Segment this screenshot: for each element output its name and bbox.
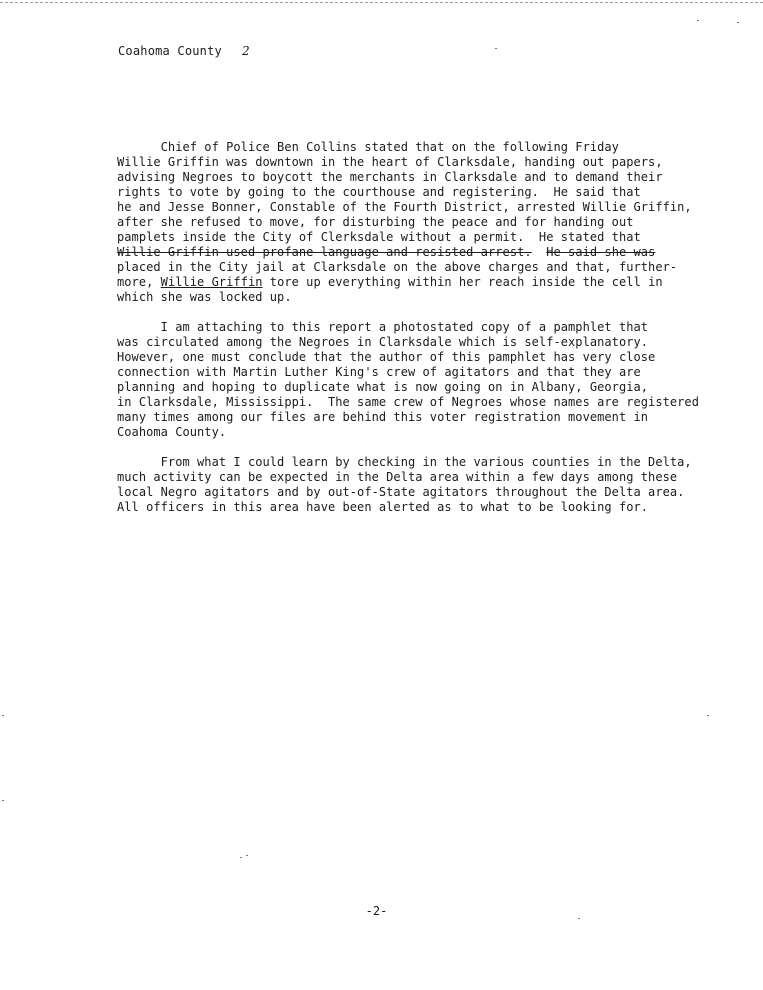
struck-sentence: Willie Griffin used profane language and resisted arrest. bbox=[117, 245, 532, 259]
top-edge-rule bbox=[0, 2, 763, 3]
text-line: connection with Martin Luther King's crew of agitators and that they are bbox=[117, 365, 641, 379]
text-line: Chief of Police Ben Collins stated that on the following Friday bbox=[117, 140, 619, 154]
text-line: he and Jesse Bonner, Constable of the Fourth District, arrested Willie Griffin, bbox=[117, 200, 692, 214]
paragraph-1 bbox=[117, 140, 727, 305]
line-end: tore up everything within her reach inside the cell in bbox=[262, 275, 663, 289]
text-line: was circulated among the Negroes in Clarksdale which is self-explanatory. bbox=[117, 335, 649, 349]
text-line: planning and hoping to duplicate what is now going on in Albany, Georgia, bbox=[117, 380, 649, 394]
struck-tail: He said she was bbox=[546, 245, 656, 259]
underlined-name: Willie Griffin bbox=[160, 275, 263, 289]
text-line: rights to vote by going to the courthouse and registering. He said that bbox=[117, 185, 641, 199]
text-line: which she was locked up. bbox=[117, 290, 292, 304]
handwritten-page-mark: 2 bbox=[241, 44, 250, 58]
text-line: I am attaching to this report a photostated copy of a pamphlet that bbox=[117, 320, 649, 334]
paragraph-3 bbox=[117, 455, 727, 515]
text-line: advising Negroes to boycott the merchants in Clarksdale and to demand their bbox=[117, 170, 663, 184]
text-line: in Clarksdale, Mississippi. The same crew of Negroes whose names are registered bbox=[117, 395, 699, 409]
scan-speck bbox=[240, 857, 242, 858]
scan-speck bbox=[246, 855, 248, 856]
struck-text-line bbox=[117, 245, 727, 260]
report-body bbox=[117, 140, 727, 530]
scan-speck bbox=[707, 715, 709, 716]
scan-speck bbox=[578, 918, 580, 919]
page-header bbox=[118, 44, 250, 58]
underlined-text-line bbox=[117, 275, 727, 290]
text-line: All officers in this area have been alerted as to what to be looking for. bbox=[117, 500, 649, 514]
paragraph-2 bbox=[117, 320, 727, 440]
scan-speck bbox=[2, 715, 4, 716]
text-line: many times among our files are behind this voter registration movement in bbox=[117, 410, 649, 424]
text-line: Willie Griffin was downtown in the heart of Clarksdale, handing out papers, bbox=[117, 155, 663, 169]
county-heading: Coahoma County bbox=[118, 44, 222, 58]
text-line: pamplets inside the City of Clerksdale without a permit. He stated that bbox=[117, 230, 641, 244]
text-line: From what I could learn by checking in the various counties in the Delta, bbox=[117, 455, 692, 469]
scan-speck bbox=[697, 20, 699, 21]
scan-speck bbox=[2, 800, 4, 801]
text-line: However, one must conclude that the author of this pamphlet has very close bbox=[117, 350, 656, 364]
scan-speck bbox=[495, 48, 497, 49]
scan-speck bbox=[737, 22, 739, 23]
page-number: -2- bbox=[365, 904, 388, 918]
text-line: placed in the City jail at Clarksdale on the above charges and that, further- bbox=[117, 260, 678, 274]
text-line: Coahoma County. bbox=[117, 425, 227, 439]
text-line: local Negro agitators and by out-of-State agitators throughout the Delta area. bbox=[117, 485, 685, 499]
text-line: much activity can be expected in the Delta area within a few days among these bbox=[117, 470, 678, 484]
text-line: after she refused to move, for disturbing the peace and for handing out bbox=[117, 215, 634, 229]
line-start: more, bbox=[117, 275, 161, 289]
